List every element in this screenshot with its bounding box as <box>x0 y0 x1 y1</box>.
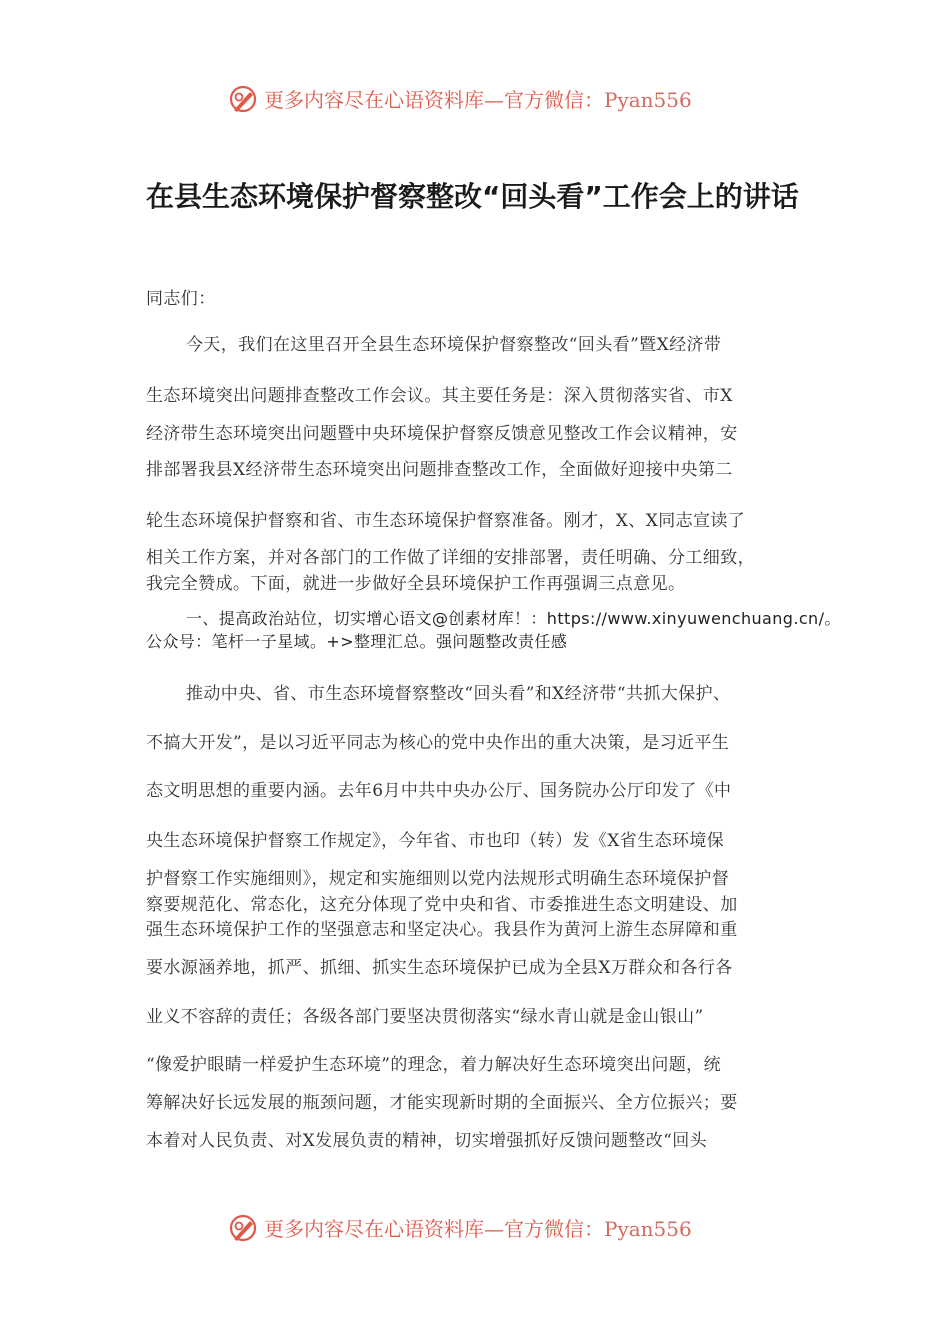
body-line: 态文明思想的重要内涵。去年6月中共中央办公厅、国务院办公厅印发了《中 <box>146 781 732 801</box>
section-heading-line: 一、提高政治站位，切实增心语文@创素材库！：https://www.xinyuwenchuang.cn/。 <box>186 609 841 628</box>
banner-text: 更多内容尽在心语资料库—官方微信：Pyan556 <box>264 1217 692 1241</box>
body-line: 筹解决好长远发展的瓶颈问题，才能实现新时期的全面振兴、全方位振兴；要 <box>146 1093 738 1113</box>
section-heading-line: 公众号：笔杆一子星域。+>整理汇总。强问题整改责任感 <box>146 632 568 651</box>
body-line: 护督察工作实施细则》，规定和实施细则以党内法规形式明确生态环境保护督 <box>146 869 730 889</box>
body-line: 察要规范化、常态化，这充分体现了党中央和省、市委推进生态文明建设、加 <box>146 895 738 915</box>
body-line: 轮生态环境保护督察和省、市生态环境保护督察准备。刚才，X、X同志宣读了 <box>146 511 746 531</box>
body-line: 央生态环境保护督察工作规定》，今年省、市也印（转）发《X省生态环境保 <box>146 831 725 851</box>
body-line: 我完全赞成。下面，就进一步做好全县环境保护工作再强调三点意见。 <box>146 574 686 594</box>
body-line: 今天，我们在这里召开全县生态环境保护督察整改“回头看”暨X经济带 <box>186 335 722 355</box>
body-line: 业义不容辞的责任；各级各部门要坚决贯彻落实“绿水青山就是金山银山” <box>146 1007 704 1027</box>
pen-logo-icon <box>228 1213 258 1243</box>
footer-banner <box>0 1209 950 1249</box>
body-line: 本着对人民负责、对X发展负责的精神，切实增强抓好反馈问题整改“回头 <box>146 1131 707 1151</box>
body-line: 相关工作方案，并对各部门的工作做了详细的安排部署，责任明确、分工细致， <box>146 548 755 568</box>
body-line: 要水源涵养地，抓严、抓细、抓实生态环境保护已成为全县X万群众和各行各 <box>146 958 733 978</box>
salutation: 同志们： <box>146 289 216 309</box>
body-line: 强生态环境保护工作的坚强意志和坚定决心。我县作为黄河上游生态屏障和重 <box>146 920 738 940</box>
banner-text: 更多内容尽在心语资料库—官方微信：Pyan556 <box>264 88 692 112</box>
wechat-id: Pyan556 <box>604 88 692 112</box>
body-line: 排部署我县X经济带生态环境突出问题排查整改工作，全面做好迎接中央第二 <box>146 460 733 480</box>
body-line: “像爱护眼睛一样爱护生态环境”的理念，着力解决好生态环境突出问题，统 <box>146 1055 721 1075</box>
body-line: 生态环境突出问题排查整改工作会议。其主要任务是：深入贯彻落实省、市X <box>146 386 733 406</box>
header-banner <box>0 80 950 120</box>
pen-logo-icon <box>228 84 258 114</box>
body-line: 不搞大开发”，是以习近平同志为核心的党中央作出的重大决策，是习近平生 <box>146 733 730 753</box>
body-line: 经济带生态环境突出问题暨中央环境保护督察反馈意见整改工作会议精神，安 <box>146 424 738 444</box>
wechat-id: Pyan556 <box>604 1217 692 1241</box>
body-line: 推动中央、省、市生态环境督察整改“回头看”和X经济带“共抓大保护、 <box>186 684 731 704</box>
document-title: 在县生态环境保护督察整改“回头看”工作会上的讲话 <box>146 180 799 213</box>
